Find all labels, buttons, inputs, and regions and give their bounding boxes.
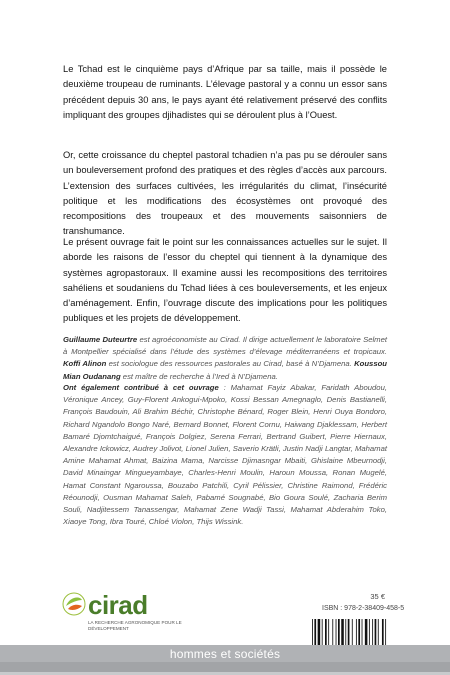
- author-bio-text: est maître de recherche à l’Ired à N’Djamena.: [120, 371, 278, 381]
- paragraph-2: Or, cette croissance du cheptel pastoral tchadien n’a pas pu se dérouler sans un bouleversement profond des pratiques et des règles d’accès aux parcours. L’extension des surfaces cultivées, les irrégularités du climat, l’insécurité politique et les modifications des écosystèmes ont provoqué des recompositions des troupeaux et des mouvements saisonniers de transhumance.: [63, 150, 387, 237]
- paragraph-1: Le Tchad est le cinquième pays d’Afrique par sa taille, mais il possède le deuxième troupeau de ruminants. L’élevage pastoral y a connu un essor sans précédent depuis 30 ans, le pays ayant été relativement préservé des conflits impliquant des groupes djihadistes qui se déroulent plus à l’Ouest.: [63, 64, 387, 120]
- contributors: [63, 382, 387, 528]
- logo-tagline: LA RECHERCHE AGRONOMIQUE POUR LE DÉVELOPPEMENT: [88, 620, 182, 631]
- author-name: Guillaume Duteurtre: [63, 335, 138, 344]
- cirad-leaf-icon: [62, 592, 86, 616]
- author-bio-text: est sociologue des ressources pastorales au Cirad, basé à N’Djamena.: [106, 359, 355, 369]
- price: 35 €: [370, 592, 385, 601]
- author-bios: [63, 334, 387, 383]
- paragraph-3: Le présent ouvrage fait le point sur les connaissances actuelles sur le sujet. Il aborde les raisons de l’essor du cheptel qui tiennent à la dynamique des systèmes agropastoraux. Il examine aussi les recompositions des territoires sahéliens et soudaniens du Tchad liées à ces bouleversements, et les enjeux d’aménagement. Enfin, l’ouvrage discute des implications pour les politiques publiques et les projets de développement.: [63, 237, 387, 324]
- author-name: Koffi Alinon: [63, 359, 107, 369]
- contributors-names: : Mahamat Fayiz Abakar, Faridath Aboudou, Véronique Ancey, Guy-Florent Ankogui-Mpoko, Kossi Bessan Amegnaglo, Denis Bastianelli, François Baudouin, Ali Brahim Béchir, Christophe Bénard, Roger Blein, Henri Ouya Bondoro, Richard Ngandolo Bongo Naré, Bernard Bonnet, Florent Cornu, Haiwang Djaklessam, Herbert Bamaré Djomtchaigué, François Dolgiez, Serena Ferrari, Bertrand Guibert, Pierre Hiernaux, Alexandre Ickowicz, Audrey Jolivot, Lionel Julien, Saverio Krätli, Justin Nadji Langtar, Mahamat Amine Mahamat Ahmat, Baizina Mama, Narcisse Djimasngar Mbaiti, Ghislaine Mbeurnodji, David Minaingar Mingueyambaye, Charles-Henri Moulin, Haroun Moussa, Ronan Mugelé, Hamat Constant Ngaroussa, Bouzabo Patchili, Cyril Pélissier, Christine Raimond, Frédéric Réounodji, Ousman Mahamat Saleh, Pabamé Sougnabé, Bio Goura Soulé, Zacharia Berim Souli, Nadjitessem Tanassengar, Mahamat Zene Wadji Tassi, Mahamat Abderahim Toko, Xiaoye Tong, Ibra Touré, Chloé Violon, Thijs Wissink.: [63, 383, 387, 527]
- collection-name: hommes et sociétés: [0, 645, 450, 663]
- contributors-heading: Ont également contribué à cet ouvrage: [63, 383, 219, 392]
- logo-wordmark: cirad: [88, 590, 148, 620]
- author-bio-text: est agroéconomiste au Cirad. Il dirige actuellement le laboratoire Selmet à Montpellier spécialisé dans l’étude des systèmes d’élevage méditerranéens et tropicaux.: [63, 335, 387, 357]
- author-name: Koussou Mian Oudanang: [63, 359, 387, 381]
- isbn: ISBN : 978-2-38409-458-5: [322, 605, 405, 612]
- cirad-logo: [62, 590, 192, 642]
